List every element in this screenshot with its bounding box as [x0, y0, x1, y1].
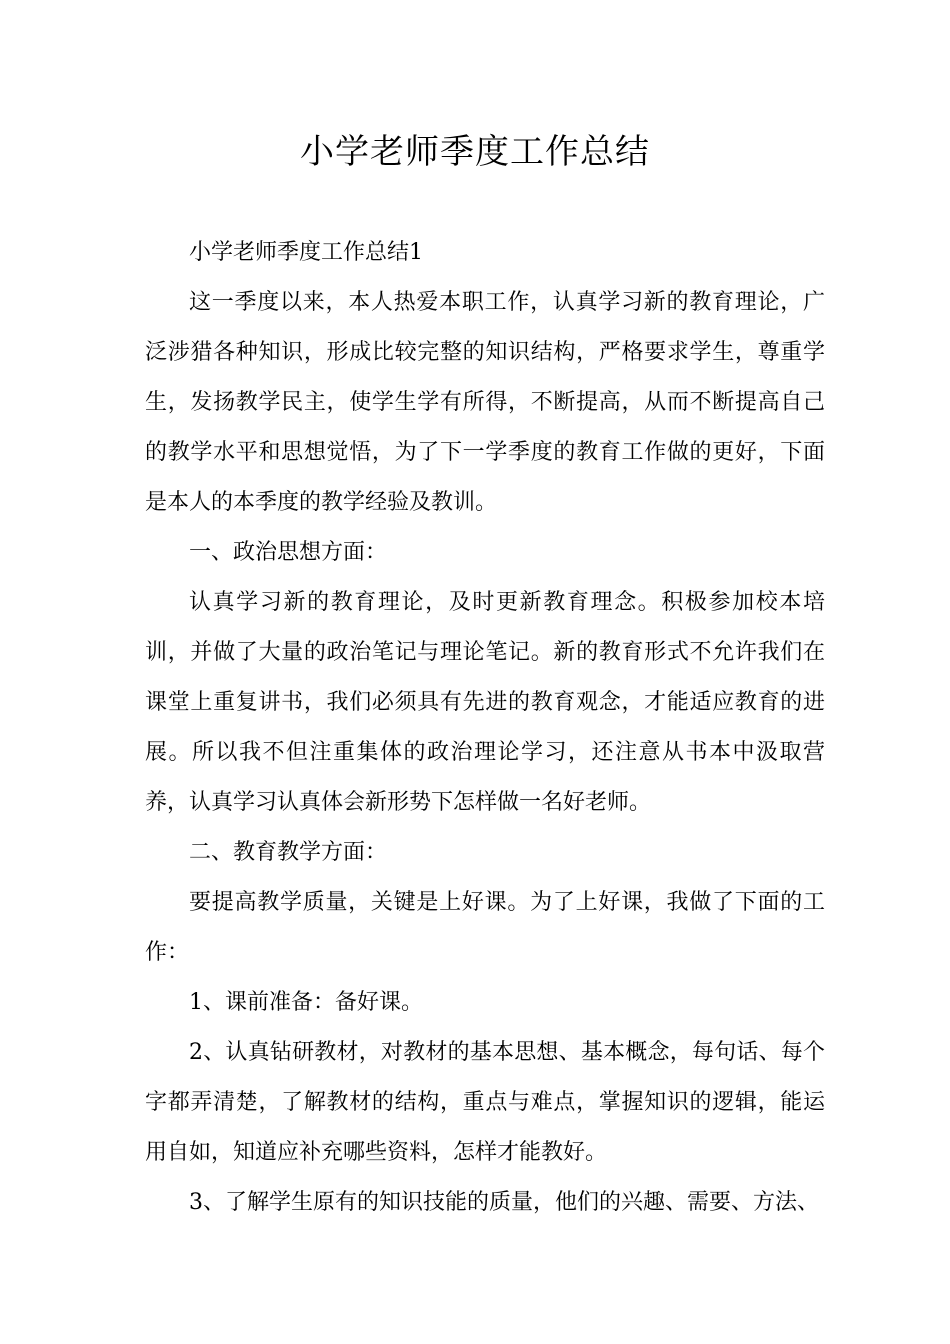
list-item-1: 1、课前准备：备好课。 [189, 990, 423, 1015]
document-title: 小学老师季度工作总结 [300, 132, 650, 172]
list-item-3: 3、了解学生原有的知识技能的质量，他们的兴趣、需要、方法、 [189, 1190, 819, 1215]
paragraph-teaching: 要提高教学质量，关键是上好课。为了上好课，我做了下面的工作： [145, 890, 825, 965]
section-heading-political: 一、政治思想方面： [189, 540, 388, 565]
list-item-2: 2、认真钻研教材，对教材的基本思想、基本概念，每句话、每个字都弄清楚，了解教材的结构，重点与难点，掌握知识的逻辑，能运用自如，知道应补充哪些资料，怎样才能教好。 [145, 1040, 825, 1165]
paragraph-intro: 这一季度以来，本人热爱本职工作，认真学习新的教育理论，广泛涉猎各种知识，形成比较完整的知识结构，严格要求学生，尊重学生，发扬教学民主，使学生学有所得，不断提高，从而不断提高自己的教学水平和思想觉悟，为了下一学季度的教育工作做的更好，下面是本人的本季度的教学经验及教训。 [145, 290, 825, 515]
section-heading-teaching: 二、教育教学方面： [189, 840, 388, 865]
document-body [145, 228, 825, 1228]
section-heading-1: 小学老师季度工作总结1 [189, 240, 423, 265]
paragraph-political: 认真学习新的教育理论，及时更新教育理念。积极参加校本培训，并做了大量的政治笔记与理论笔记。新的教育形式不允许我们在课堂上重复讲书，我们必须具有先进的教育观念，才能适应教育的进展。所以我不但注重集体的政治理论学习，还注意从书本中汲取营养，认真学习认真体会新形势下怎样做一名好老师。 [145, 590, 825, 815]
